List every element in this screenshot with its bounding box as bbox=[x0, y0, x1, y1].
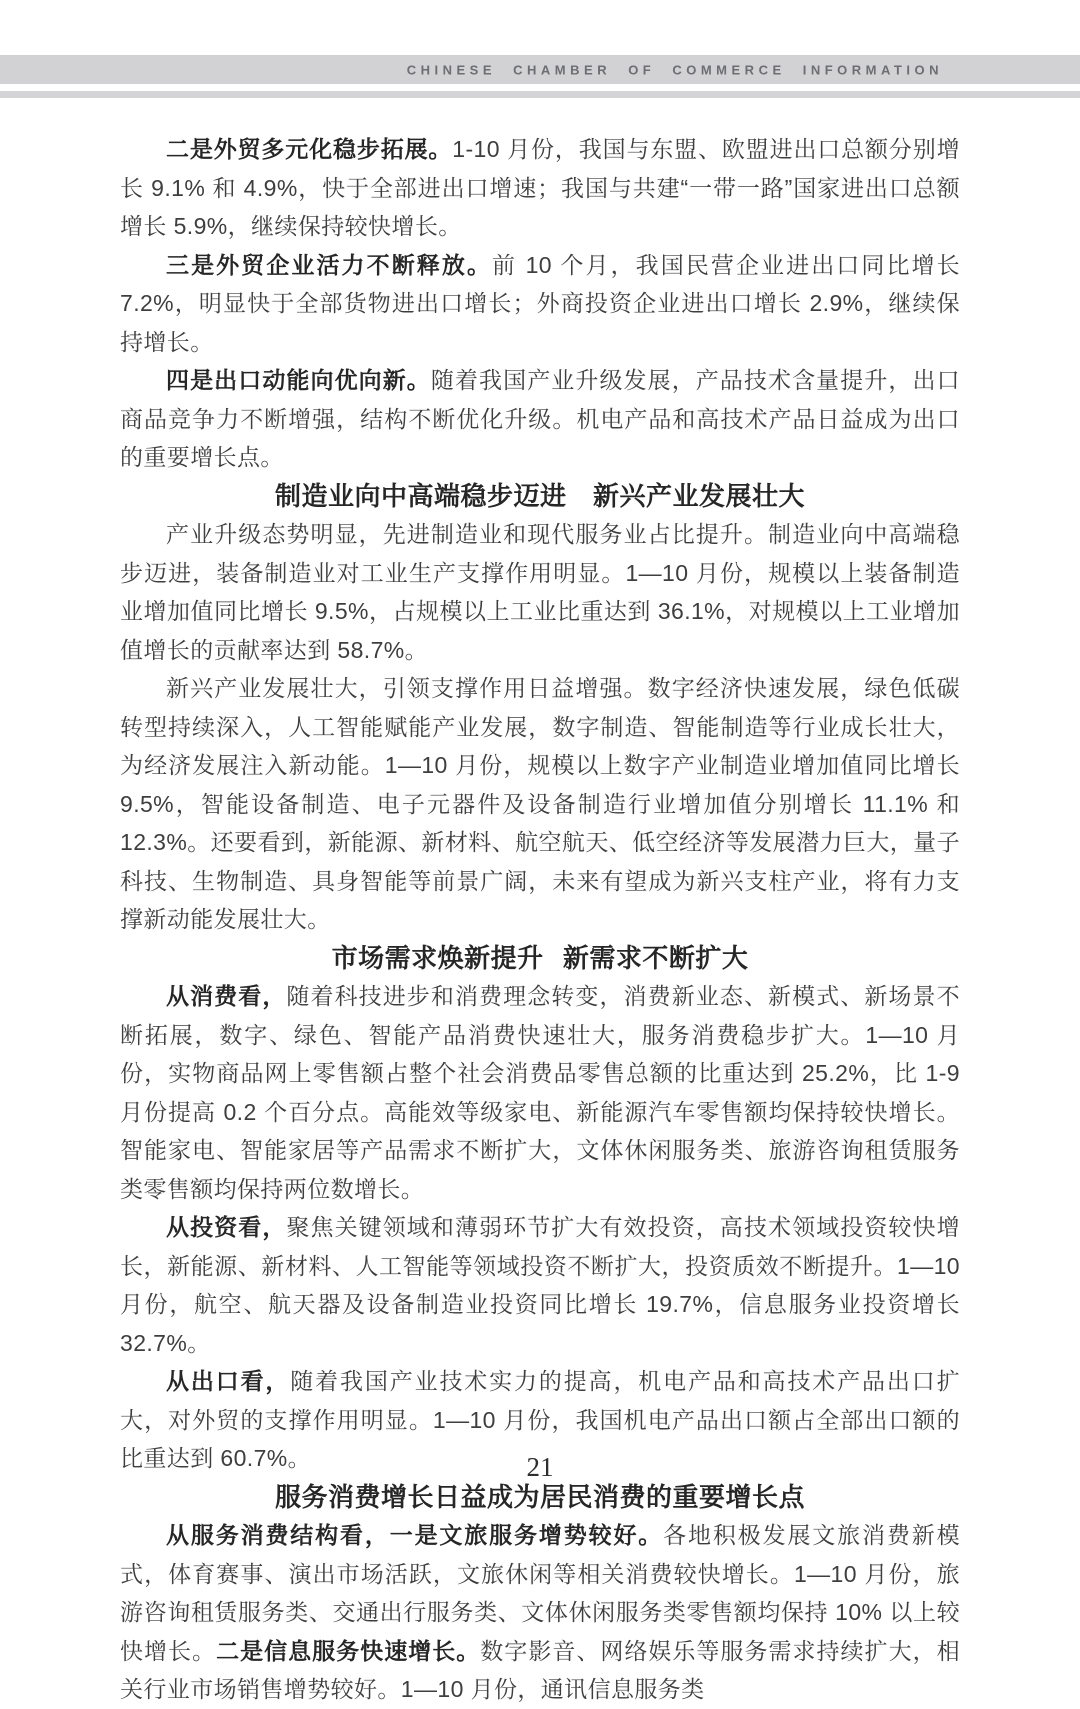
paragraph-text: 随着科技进步和消费理念转变，消费新业态、新模式、新场景不断拓展，数字、绿色、智能产品消费快速壮大，服务消费稳步扩大。1—10 月份，实物商品网上零售额占整个社会消费品零售总额的比重达到 25.2%，比 1-9 月份提高 0.2 个百分点。高能效等级家电、新能源汽车零售额均保持较快增长。智能家电、智能家居等产品需求不断扩大，文体休闲服务类、旅游咨询租赁服务类零售额均保持两位数增长。 bbox=[120, 983, 960, 1202]
paragraph-text: 1-10 月份，我国与东盟、欧盟进出口总额分别增长 9.1% 和 4.9%，快于全部进出口增速；我国与共建“一带一路”国家进出口总额增长 5.9%，继续保持较快增长。 bbox=[120, 136, 960, 239]
paragraph-text: 新兴产业发展壮大，引领支撑作用日益增强。数字经济快速发展，绿色低碳转型持续深入，人工智能赋能产业发展，数字制造、智能制造等行业成长壮大，为经济发展注入新动能。1—10 月份，规模以上数字产业制造业增加值同比增长 9.5%，智能设备制造、电子元器件及设备制造行业增加值分别增长 11.1% 和 12.3%。还要看到，新能源、新材料、航空航天、低空经济等发展潜力巨大，量子科技、生物制造、具身智能等前景广阔，未来有望成为新兴支柱产业，将有力支撑新动能发展壮大。 bbox=[120, 675, 960, 932]
paragraph-lead: 从消费看， bbox=[166, 983, 287, 1009]
paragraph-export-momentum bbox=[120, 361, 960, 477]
paragraph-investment bbox=[120, 1208, 960, 1362]
paragraph-text: 聚焦关键领域和薄弱环节扩大有效投资，高技术领域投资较快增长，新能源、新材料、人工智能等领域投资不断扩大，投资质效不断提升。1—10 月份，航空、航天器及设备制造业投资同比增长 19.7%，信息服务业投资增长 32.7%。 bbox=[120, 1214, 960, 1356]
paragraph-consumption bbox=[120, 977, 960, 1208]
page-number: 21 bbox=[526, 1452, 554, 1482]
paragraph-lead: 三是外贸企业活力不断释放。 bbox=[166, 251, 493, 278]
paragraph-emerging-industries bbox=[120, 669, 960, 939]
header-title: CHINESE CHAMBER OF COMMERCE INFORMATION bbox=[406, 62, 943, 77]
paragraph-text: 随着我国产业升级发展，产品技术含量提升，出口商品竞争力不断增强，结构不断优化升级。机电产品和高技术产品日益成为出口的重要增长点。 bbox=[120, 367, 960, 470]
paragraph-text: 各地积极发展文旅消费新模式，体育赛事、演出市场活跃，文旅休闲等相关消费较快增长。1—10 月份，旅游咨询租赁服务类、交通出行服务类、文体休闲服务类零售额均保持 10% 以上较快增长。 bbox=[120, 1522, 960, 1664]
paragraph-trade-diversification bbox=[120, 130, 960, 246]
paragraph-lead: 从出口看， bbox=[166, 1368, 291, 1394]
paragraph-text: 随着我国产业技术实力的提高，机电产品和高技术产品出口扩大，对外贸的支撑作用明显。1—10 月份，我国机电产品出口额占全部出口额的比重达到 60.7%。 bbox=[120, 1368, 960, 1471]
header-band bbox=[0, 55, 1080, 84]
paragraph-text: 前 10 个月，我国民营企业进出口同比增长 7.2%，明显快于全部货物进出口增长；外商投资企业进出口增长 2.9%，继续保持增长。 bbox=[120, 251, 961, 355]
paragraph-lead: 四是出口动能向优向新。 bbox=[166, 367, 431, 393]
paragraph-lead-2: 二是信息服务快速增长。 bbox=[216, 1637, 481, 1664]
paragraph-lead: 从服务消费结构看，一是文旅服务增势较好。 bbox=[166, 1522, 664, 1548]
paragraph-lead: 从投资看， bbox=[166, 1214, 287, 1240]
paragraph-service-consumption-structure bbox=[120, 1516, 960, 1709]
header-rule bbox=[0, 91, 1080, 98]
section-heading-manufacturing-upgrade: 制造业向中高端稳步迈进 新兴产业发展壮大 bbox=[274, 480, 805, 511]
paragraph-text: 产业升级态势明显，先进制造业和现代服务业占比提升。制造业向中高端稳步迈进，装备制造业对工业生产支撑作用明显。1—10 月份，规模以上装备制造业增加值同比增长 9.5%，占规模以上工业比重达到 36.1%，对规模以上工业增加值增长的贡献率达到 58.7%。 bbox=[120, 521, 960, 663]
section-heading-market-demand: 市场需求焕新提升 新需求不断扩大 bbox=[331, 942, 749, 973]
section-heading-service-consumption: 服务消费增长日益成为居民消费的重要增长点 bbox=[274, 1481, 805, 1512]
paragraph-lead: 二是外贸多元化稳步拓展。 bbox=[166, 136, 453, 162]
paragraph-text-2: 数字影音、网络娱乐等服务需求持续扩大，相关行业市场销售增势较好。1—10 月份，通讯信息服务类 bbox=[120, 1637, 961, 1702]
paragraph-industrial-upgrade bbox=[120, 515, 960, 669]
paragraph-trade-enterprise-vitality bbox=[120, 246, 960, 362]
